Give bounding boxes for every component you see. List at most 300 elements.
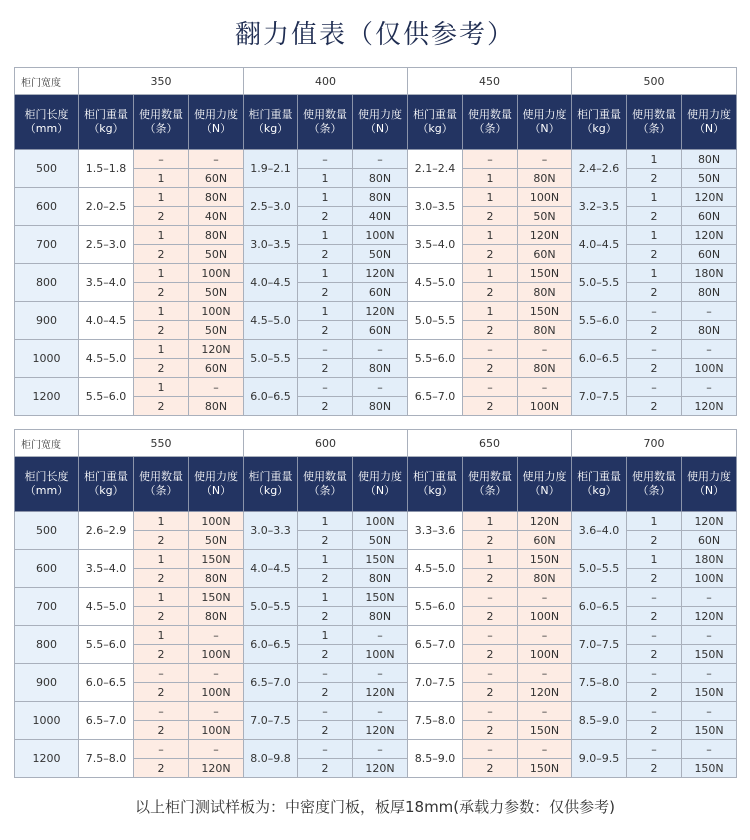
hinge-count: 2 [463,321,518,340]
door-weight: 6.0–6.5 [572,340,627,378]
hinge-force: – [518,664,572,683]
header-count: 使用数量（条） [463,457,518,512]
hinge-force: – [189,626,244,645]
hinge-count: 2 [627,207,682,226]
hinge-count: 2 [463,645,518,664]
door-weight: 3.5–4.0 [79,264,134,302]
hinge-count: 1 [627,150,682,169]
hinge-count: 1 [134,188,189,207]
hinge-force: – [189,378,244,397]
hinge-count: 2 [134,359,189,378]
hinge-count: 2 [134,759,189,778]
hinge-count: 2 [134,321,189,340]
hinge-count: 2 [627,359,682,378]
hinge-count: – [298,740,353,759]
hinge-force: – [518,340,572,359]
hinge-force: – [518,588,572,607]
hinge-count: 2 [298,321,353,340]
door-weight: 5.0–5.5 [244,340,298,378]
hinge-count: 2 [298,397,353,416]
hinge-force: 120N [353,302,408,321]
hinge-force: – [518,150,572,169]
hinge-force: – [518,702,572,721]
door-weight: 5.5–6.0 [79,626,134,664]
footer-note: 以上柜门测试样板为：中密度门板，板厚18mm(承载力参数：仅供参考) [134,798,616,816]
hinge-count: – [627,626,682,645]
table-row [15,702,737,721]
hinge-force: 120N [353,759,408,778]
header-count: 使用数量（条） [627,95,682,150]
hinge-count: 1 [627,550,682,569]
hinge-count: 2 [134,645,189,664]
door-length: 700 [15,226,79,264]
hinge-count: 2 [463,683,518,702]
door-weight: 3.5–4.0 [79,550,134,588]
hinge-force: 100N [189,512,244,531]
hinge-force: 150N [518,264,572,283]
hinge-count: 2 [627,569,682,588]
hinge-count: 1 [463,188,518,207]
hinge-count: 1 [463,264,518,283]
hinge-force: 60N [682,531,737,550]
hinge-count: 2 [627,283,682,302]
door-length: 700 [15,588,79,626]
hinge-force: 150N [682,759,737,778]
door-weight: 1.9–2.1 [244,150,298,188]
hinge-force: 150N [189,588,244,607]
door-weight: 4.5–5.0 [408,264,463,302]
hinge-count: 1 [298,626,353,645]
header-row [15,457,737,512]
force-table [14,429,737,778]
hinge-count: – [627,740,682,759]
hinge-force: 100N [189,645,244,664]
hinge-force: 120N [682,226,737,245]
hinge-count: – [627,588,682,607]
door-weight: 8.0–9.8 [244,740,298,778]
hinge-count: – [463,588,518,607]
page-title: 翻力值表（仅供参考） [234,20,515,50]
width-value: 450 [408,68,572,95]
hinge-count: 1 [463,302,518,321]
hinge-force: 80N [518,321,572,340]
door-weight: 9.0–9.5 [572,740,627,778]
width-label: 柜门宽度 [15,68,79,95]
door-weight: 4.5–5.0 [79,340,134,378]
door-weight: 6.0–6.5 [244,378,298,416]
header-force: 使用力度（N） [518,457,572,512]
hinge-count: – [463,340,518,359]
door-weight: 3.0–3.5 [244,226,298,264]
hinge-force: 80N [189,607,244,626]
hinge-count: 1 [134,512,189,531]
hinge-count: 1 [134,302,189,321]
hinge-count: 1 [627,188,682,207]
hinge-force: 100N [189,721,244,740]
header-weight: 柜门重量（kg） [244,457,298,512]
header-force: 使用力度（N） [682,95,737,150]
hinge-force: 50N [518,207,572,226]
hinge-count: 2 [134,245,189,264]
hinge-force: 100N [353,645,408,664]
hinge-count: 2 [134,569,189,588]
door-weight: 7.5–8.0 [408,702,463,740]
hinge-force: 100N [353,512,408,531]
header-count: 使用数量（条） [134,95,189,150]
door-weight: 2.1–2.4 [408,150,463,188]
hinge-count: 2 [298,283,353,302]
hinge-count: 2 [134,397,189,416]
hinge-force: 100N [189,302,244,321]
door-length: 900 [15,302,79,340]
hinge-count: 1 [134,226,189,245]
hinge-force: 80N [518,283,572,302]
hinge-count: 2 [627,607,682,626]
door-weight: 5.5–6.0 [408,588,463,626]
table-row [15,340,737,359]
hinge-count: 2 [463,569,518,588]
hinge-count: 2 [298,207,353,226]
header-row [15,95,737,150]
hinge-force: – [353,150,408,169]
hinge-count: 2 [463,397,518,416]
hinge-count: – [627,378,682,397]
hinge-force: 150N [189,550,244,569]
hinge-force: – [353,740,408,759]
hinge-force: 100N [353,226,408,245]
hinge-count: – [298,664,353,683]
door-length: 500 [15,150,79,188]
table-row [15,550,737,569]
door-length: 1200 [15,378,79,416]
hinge-count: – [134,664,189,683]
table-row [15,264,737,283]
hinge-force: 50N [189,321,244,340]
table-row [15,626,737,645]
door-weight: 2.5–3.0 [244,188,298,226]
hinge-count: 2 [134,531,189,550]
header-length: 柜门长度（mm） [15,95,79,150]
door-length: 1200 [15,740,79,778]
hinge-force: 150N [682,645,737,664]
hinge-force: 150N [518,302,572,321]
door-weight: 7.0–7.5 [244,702,298,740]
hinge-force: – [682,664,737,683]
door-weight: 4.0–4.5 [79,302,134,340]
hinge-force: 60N [518,245,572,264]
hinge-count: 1 [298,588,353,607]
hinge-count: 2 [627,169,682,188]
hinge-count: – [463,664,518,683]
door-weight: 5.0–5.5 [244,588,298,626]
hinge-count: 2 [627,321,682,340]
door-weight: 3.0–3.3 [244,512,298,550]
door-weight: 2.4–2.6 [572,150,627,188]
hinge-force: 80N [353,359,408,378]
door-weight: 6.0–6.5 [244,626,298,664]
hinge-count: 1 [627,226,682,245]
hinge-force: 120N [353,264,408,283]
hinge-force: 60N [518,531,572,550]
hinge-count: 1 [134,378,189,397]
door-length: 1000 [15,340,79,378]
header-count: 使用数量（条） [463,95,518,150]
header-count: 使用数量（条） [298,95,353,150]
door-weight: 6.0–6.5 [572,588,627,626]
hinge-count: – [627,664,682,683]
hinge-force: 120N [682,188,737,207]
hinge-count: 2 [134,607,189,626]
table-row [15,588,737,607]
hinge-count: 2 [463,207,518,226]
hinge-count: – [463,702,518,721]
hinge-count: 2 [463,759,518,778]
hinge-force: 80N [189,569,244,588]
hinge-force: 50N [353,531,408,550]
hinge-count: 2 [627,759,682,778]
door-weight: 8.5–9.0 [408,740,463,778]
hinge-force: 40N [189,207,244,226]
hinge-force: 100N [189,683,244,702]
door-weight: 6.5–7.0 [244,664,298,702]
door-weight: 4.5–5.0 [244,302,298,340]
door-weight: 3.0–3.5 [408,188,463,226]
hinge-force: 100N [518,645,572,664]
hinge-count: 1 [134,264,189,283]
door-weight: 6.5–7.0 [408,378,463,416]
door-weight: 8.5–9.0 [572,702,627,740]
hinge-force: 100N [682,359,737,378]
door-weight: 3.3–3.6 [408,512,463,550]
table-row [15,302,737,321]
hinge-count: – [134,702,189,721]
width-value: 550 [79,430,244,457]
door-length: 600 [15,188,79,226]
header-weight: 柜门重量（kg） [79,457,134,512]
hinge-count: 2 [298,721,353,740]
hinge-count: 1 [463,550,518,569]
hinge-force: – [353,702,408,721]
door-length: 1000 [15,702,79,740]
table-row [15,512,737,531]
door-weight: 3.2–3.5 [572,188,627,226]
hinge-force: – [518,378,572,397]
hinge-force: 150N [682,721,737,740]
header-length: 柜门长度（mm） [15,457,79,512]
hinge-force: 120N [518,512,572,531]
hinge-force: – [518,626,572,645]
hinge-count: – [627,702,682,721]
door-weight: 7.0–7.5 [572,378,627,416]
hinge-force: – [682,702,737,721]
hinge-count: 1 [463,169,518,188]
hinge-force: 100N [518,607,572,626]
hinge-force: – [189,740,244,759]
table-row [15,740,737,759]
hinge-force: 60N [353,321,408,340]
door-weight: 7.0–7.5 [408,664,463,702]
hinge-force: 60N [353,283,408,302]
header-weight: 柜门重量（kg） [572,457,627,512]
hinge-count: 2 [298,569,353,588]
hinge-force: 80N [518,569,572,588]
hinge-force: 80N [189,226,244,245]
header-count: 使用数量（条） [134,457,189,512]
hinge-force: 150N [682,683,737,702]
hinge-count: 1 [298,264,353,283]
hinge-force: 150N [518,721,572,740]
door-weight: 5.5–6.0 [79,378,134,416]
header-force: 使用力度（N） [189,457,244,512]
header-weight: 柜门重量（kg） [408,95,463,150]
door-length: 500 [15,512,79,550]
header-weight: 柜门重量（kg） [572,95,627,150]
hinge-count: – [298,378,353,397]
hinge-force: – [353,664,408,683]
hinge-force: 80N [353,607,408,626]
hinge-count: 2 [627,645,682,664]
hinge-force: 80N [682,321,737,340]
door-weight: 5.5–6.0 [408,340,463,378]
width-value: 500 [572,68,737,95]
hinge-count: 1 [298,169,353,188]
hinge-count: 2 [463,245,518,264]
hinge-force: 120N [682,512,737,531]
hinge-count: 2 [463,721,518,740]
hinge-force: 80N [189,188,244,207]
door-weight: 4.5–5.0 [408,550,463,588]
door-weight: 5.0–5.5 [572,550,627,588]
hinge-force: 80N [518,359,572,378]
hinge-force: 120N [353,683,408,702]
header-force: 使用力度（N） [682,457,737,512]
hinge-count: 2 [463,283,518,302]
hinge-force: – [682,302,737,321]
hinge-force: 40N [353,207,408,226]
hinge-force: 150N [353,588,408,607]
hinge-force: 120N [353,721,408,740]
width-row [15,430,737,457]
hinge-force: – [353,378,408,397]
hinge-force: 80N [353,169,408,188]
hinge-count: – [463,150,518,169]
hinge-count: 1 [298,302,353,321]
hinge-force: 120N [682,607,737,626]
table-row [15,188,737,207]
hinge-force: – [682,378,737,397]
door-weight: 7.0–7.5 [572,626,627,664]
hinge-count: 2 [627,683,682,702]
hinge-force: 80N [353,569,408,588]
hinge-count: – [627,340,682,359]
door-length: 600 [15,550,79,588]
hinge-count: 2 [627,531,682,550]
width-label: 柜门宽度 [15,430,79,457]
table-row [15,378,737,397]
hinge-force: 100N [189,264,244,283]
hinge-force: – [682,626,737,645]
hinge-force: 50N [189,283,244,302]
hinge-force: 180N [682,550,737,569]
hinge-force: 80N [682,283,737,302]
hinge-force: 80N [353,188,408,207]
hinge-force: 100N [518,397,572,416]
hinge-count: 1 [134,626,189,645]
hinge-force: 150N [518,759,572,778]
header-count: 使用数量（条） [298,457,353,512]
hinge-count: 2 [463,359,518,378]
hinge-force: 50N [189,531,244,550]
hinge-force: – [189,702,244,721]
hinge-count: – [134,740,189,759]
header-force: 使用力度（N） [353,457,408,512]
hinge-count: 2 [134,721,189,740]
width-value: 700 [572,430,737,457]
hinge-count: 1 [627,512,682,531]
table-row [15,226,737,245]
hinge-count: 2 [463,531,518,550]
hinge-count: 1 [134,588,189,607]
hinge-force: 60N [682,207,737,226]
door-weight: 7.5–8.0 [79,740,134,778]
hinge-force: 120N [518,683,572,702]
hinge-force: 80N [518,169,572,188]
hinge-force: – [682,588,737,607]
hinge-count: 1 [298,512,353,531]
hinge-count: 2 [298,645,353,664]
door-weight: 2.0–2.5 [79,188,134,226]
hinge-force: 100N [682,569,737,588]
door-weight: 7.5–8.0 [572,664,627,702]
hinge-force: – [189,664,244,683]
hinge-force: – [518,740,572,759]
hinge-force: 120N [518,226,572,245]
header-force: 使用力度（N） [189,95,244,150]
hinge-count: – [627,302,682,321]
hinge-count: 1 [134,550,189,569]
hinge-force: 180N [682,264,737,283]
hinge-count: – [298,340,353,359]
hinge-count: 2 [134,207,189,226]
hinge-count: 1 [298,226,353,245]
hinge-count: 2 [463,607,518,626]
header-force: 使用力度（N） [518,95,572,150]
door-length: 900 [15,664,79,702]
hinge-count: 1 [134,340,189,359]
hinge-force: 50N [353,245,408,264]
door-weight: 6.0–6.5 [79,664,134,702]
hinge-force: 150N [518,550,572,569]
header-count: 使用数量（条） [627,457,682,512]
door-weight: 3.5–4.0 [408,226,463,264]
hinge-force: 100N [518,188,572,207]
hinge-count: 1 [463,226,518,245]
hinge-force: 80N [353,397,408,416]
hinge-force: – [682,340,737,359]
hinge-count: – [298,150,353,169]
door-weight: 2.6–2.9 [79,512,134,550]
hinge-count: 1 [463,512,518,531]
hinge-count: – [463,626,518,645]
hinge-force: 80N [682,150,737,169]
door-weight: 4.0–4.5 [244,264,298,302]
hinge-force: – [353,340,408,359]
hinge-count: 2 [627,245,682,264]
hinge-count: 1 [298,188,353,207]
hinge-force: 60N [189,169,244,188]
width-row [15,68,737,95]
header-weight: 柜门重量（kg） [244,95,298,150]
